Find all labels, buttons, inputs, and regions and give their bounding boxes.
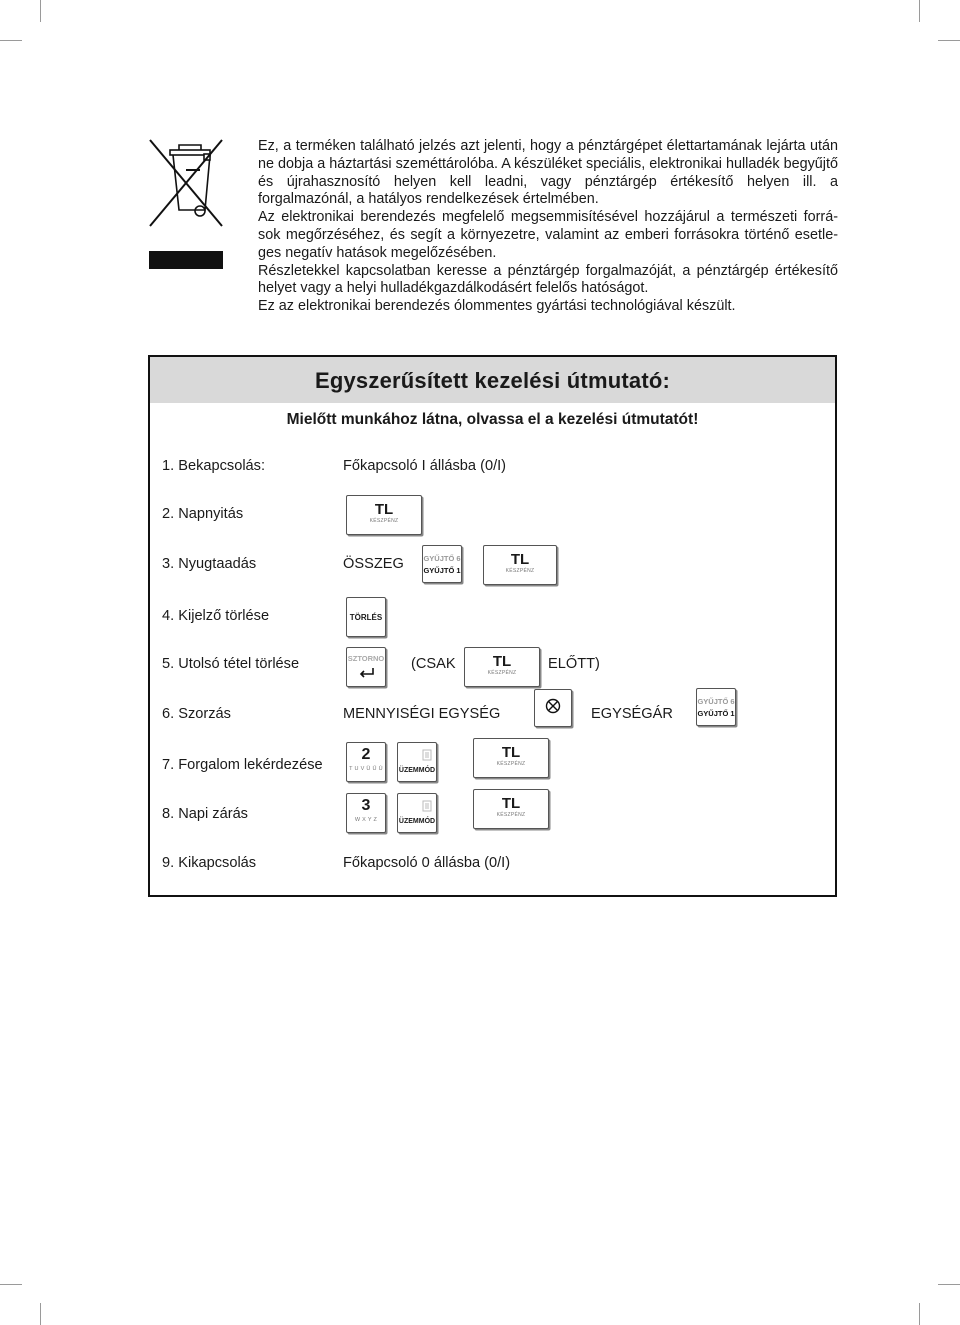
key-label: TÖRLÉS bbox=[349, 613, 383, 622]
key-label: TL bbox=[374, 501, 394, 518]
key-label: TL bbox=[501, 744, 521, 761]
crop-mark bbox=[938, 40, 960, 41]
step-label: 2. Napnyitás bbox=[162, 506, 244, 522]
step-label: 7. Forgalom lekérdezése bbox=[162, 757, 323, 773]
key-label: 2 bbox=[361, 746, 371, 763]
crop-mark bbox=[919, 1303, 920, 1325]
key-sublabel: KÉSZPÉNZ bbox=[505, 568, 535, 574]
key-label: ÜZEMMÓD bbox=[398, 818, 436, 825]
intro-paragraph: Az elektronikai berendezés megfelelő megsemmisítésével hozzájárul a természeti forrá-sok megőrzéséhez, és segít a környezetre, valamint az emberi forrásokra történő esetle-ges negatív hatások megelőzésében. bbox=[258, 209, 838, 261]
key-label-secondary: GYŰJTŐ 6 bbox=[423, 554, 461, 563]
crop-mark bbox=[40, 0, 41, 22]
step-text: Főkapcsoló 0 állásba (0/I) bbox=[343, 855, 511, 871]
step-text-secondary: EGYSÉGÁR bbox=[591, 706, 673, 722]
step-label: 6. Szorzás bbox=[162, 706, 231, 722]
document-icon bbox=[422, 749, 432, 761]
step-label: 3. Nyugtaadás bbox=[162, 556, 257, 572]
step-text: ÖSSZEG bbox=[343, 556, 404, 572]
key-label-secondary: GYŰJTŐ 6 bbox=[697, 697, 735, 706]
tl-key[interactable] bbox=[473, 789, 549, 829]
key-label: GYŰJTŐ 1 bbox=[697, 709, 735, 718]
intro-text bbox=[258, 138, 838, 316]
key-label: GYŰJTŐ 1 bbox=[423, 566, 461, 575]
tl-key[interactable] bbox=[473, 738, 549, 778]
intro-paragraph: Ez, a terméken található jelzés azt jelenti, hogy a pénztárgépet élettartamának lejárta után ne dobja a háztartási szeméttárolóba. A készüléket speciális, elektronikai hulladék begyűjtő és újrahasznosító helyen kell leadni, vagy pénztárgép értékesítő helyen ill. a forgalmazónál, a hatályos rendelkezések értelmében. bbox=[258, 138, 838, 208]
crop-mark bbox=[0, 40, 22, 41]
key-sublabel: KÉSZPÉNZ bbox=[487, 670, 517, 676]
tl-key[interactable] bbox=[483, 545, 557, 585]
crop-mark bbox=[919, 0, 920, 22]
step-label: 5. Utolsó tétel törlése bbox=[162, 656, 300, 672]
multiply-key[interactable] bbox=[534, 689, 572, 727]
quick-guide-box bbox=[148, 355, 837, 897]
key-label: ÜZEMMÓD bbox=[398, 767, 436, 774]
circled-times-icon bbox=[545, 698, 561, 714]
guide-title: Egyszerűsített kezelési útmutató: bbox=[150, 357, 835, 403]
step-text: MENNYISÉGI EGYSÉG bbox=[343, 706, 501, 722]
crop-mark bbox=[40, 1303, 41, 1325]
key-sublabel: T U V Ü Ű Ú bbox=[349, 766, 383, 772]
number-2-key[interactable] bbox=[346, 742, 386, 782]
gyujto-key[interactable] bbox=[696, 688, 736, 726]
weee-bar bbox=[149, 251, 223, 269]
step-label: 1. Bekapcsolás: bbox=[162, 458, 266, 474]
intro-paragraph: Ez az elektronikai berendezés ólommentes gyártási technológiával készült. bbox=[258, 298, 736, 315]
step-text: (CSAK bbox=[411, 656, 456, 672]
step-label: 4. Kijelző törlése bbox=[162, 608, 270, 624]
key-label: SZTORNO bbox=[347, 654, 385, 663]
key-label: TL bbox=[510, 551, 530, 568]
tl-key[interactable] bbox=[464, 647, 540, 687]
crop-mark bbox=[938, 1284, 960, 1285]
gyujto-key[interactable] bbox=[422, 545, 462, 583]
key-label: TL bbox=[492, 653, 512, 670]
key-sublabel: W X Y Z bbox=[354, 817, 378, 823]
step-text-secondary: ELŐTT) bbox=[548, 656, 600, 672]
crop-mark bbox=[0, 1284, 22, 1285]
key-sublabel: KÉSZPÉNZ bbox=[496, 761, 526, 767]
step-text: Főkapcsoló I állásba (0/I) bbox=[343, 458, 507, 474]
key-sublabel: KÉSZPÉNZ bbox=[369, 518, 399, 524]
key-sublabel: KÉSZPÉNZ bbox=[496, 812, 526, 818]
mode-key[interactable] bbox=[397, 793, 437, 833]
number-3-key[interactable] bbox=[346, 793, 386, 833]
mode-key[interactable] bbox=[397, 742, 437, 782]
return-arrow-icon bbox=[359, 666, 375, 678]
key-label: 3 bbox=[361, 797, 371, 814]
step-label: 9. Kikapcsolás bbox=[162, 855, 257, 871]
tl-key[interactable] bbox=[346, 495, 422, 535]
guide-subtitle: Mielőtt munkához látna, olvassa el a kezelési útmutatót! bbox=[286, 411, 699, 428]
torles-key[interactable] bbox=[346, 597, 386, 637]
key-label: TL bbox=[501, 795, 521, 812]
storno-key[interactable] bbox=[346, 647, 386, 687]
intro-paragraph: Részletekkel kapcsolatban keresse a pénztárgép forgalmazóját, a pénztárgép értékesítő helyet vagy a helyi hulladékgazdálkodásért felelős hatóságot. bbox=[258, 262, 838, 297]
step-label: 8. Napi zárás bbox=[162, 806, 248, 822]
document-icon bbox=[422, 800, 432, 812]
